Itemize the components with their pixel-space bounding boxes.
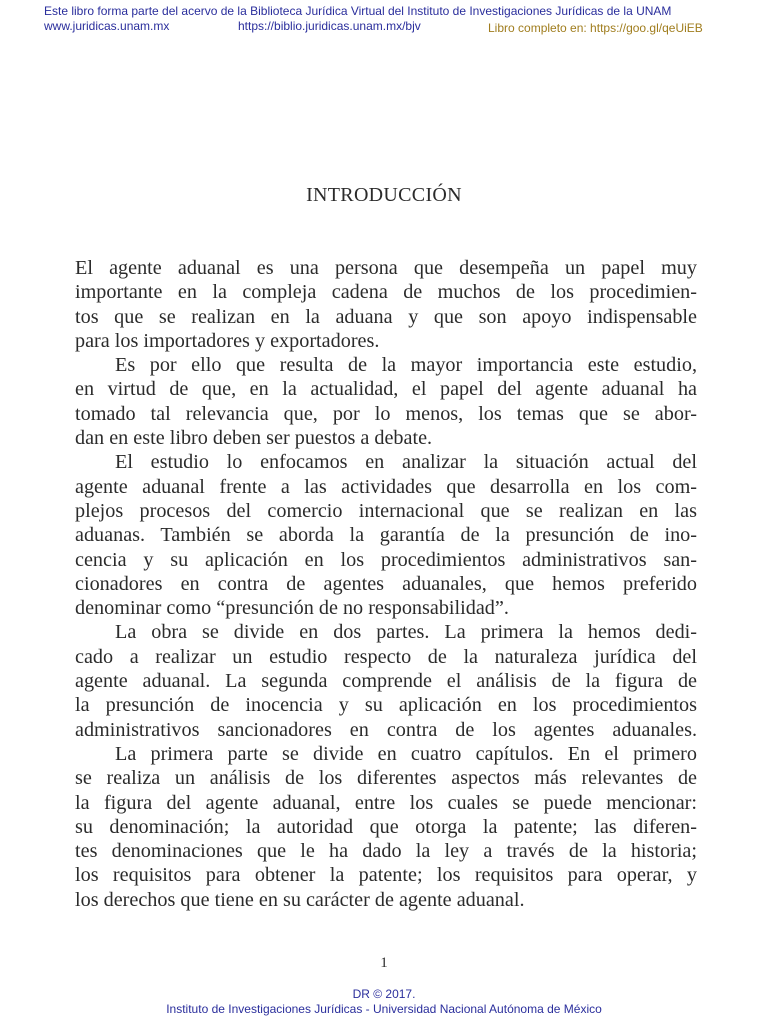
text-line: La primera parte se divide en cuatro capítulos. En el primero <box>115 742 697 765</box>
text-line: administrativos sancionadores en contra de los agentes aduanales. <box>75 718 697 741</box>
text-line: aduanas. También se aborda la garantía de la presunción de ino- <box>75 524 697 547</box>
text-line: importante en la compleja cadena de muchos de los procedimien- <box>75 281 697 304</box>
site-link[interactable]: www.juridicas.unam.mx <box>44 19 170 33</box>
text-line: la figura del agente aduanal, entre los cuales se puede mencionar: <box>75 791 697 814</box>
text-line: El agente aduanal es una persona que desempeña un papel muy <box>75 257 697 279</box>
paragraph-2 <box>75 353 697 450</box>
text-line: agente aduanal frente a las actividades que desarrolla en los com- <box>75 475 697 498</box>
text-line: El estudio lo enfocamos en analizar la situación actual del <box>115 451 697 474</box>
text-line: La obra se divide en dos partes. La primera la hemos dedi- <box>115 621 697 644</box>
text-line: la presunción de inocencia y su aplicación en los procedimientos <box>75 694 697 717</box>
text-line: cencia y su aplicación en los procedimientos administrativos san- <box>75 548 697 571</box>
copyright-notice: DR © 2017. <box>352 987 416 1001</box>
text-line: tes denominaciones que le ha dado la ley a través de la historia; <box>75 840 697 863</box>
text-line: los derechos que tiene en su carácter de agente aduanal. <box>75 888 525 911</box>
text-line: cionadores en contra de agentes aduanales, que hemos preferido <box>75 572 697 595</box>
text-line: los requisitos para obtener la patente; los requisitos para operar, y <box>75 864 697 887</box>
body-text <box>75 256 697 912</box>
text-line: tomado tal relevancia que, por lo menos, los temas que se abor- <box>75 402 697 425</box>
text-line: su denominación; la autoridad que otorga la patente; las diferen- <box>75 815 697 838</box>
text-line: en virtud de que, en la actualidad, el papel del agente aduanal ha <box>75 378 697 401</box>
paragraph-3 <box>75 450 697 620</box>
text-line: dan en este libro deben ser puestos a debate. <box>75 427 433 450</box>
repository-header <box>0 2 768 38</box>
text-line: cado a realizar un estudio respecto de la naturaleza jurídica del <box>75 645 697 668</box>
book-link[interactable]: Libro completo en: https://goo.gl/qeUiEB <box>488 21 703 35</box>
text-line: denominar como “presunción de no responsabilidad”. <box>75 597 509 620</box>
repository-notice: Este libro forma parte del acervo de la Biblioteca Jurídica Virtual del Instituto de Investigaciones Jurídicas de la UNAM <box>44 4 672 18</box>
paragraph-4 <box>75 620 697 741</box>
text-line: plejos procesos del comercio internacional que se realizan en las <box>75 499 697 522</box>
text-line: se realiza un análisis de los diferentes aspectos más relevantes de <box>75 767 697 790</box>
text-line: tos que se realizan en la aduana y que son apoyo indispensable <box>75 305 697 328</box>
paragraph-1 <box>75 256 697 353</box>
page-number: 1 <box>380 955 388 971</box>
page-title: INTRODUCCIÓN <box>306 184 462 206</box>
text-line: para los importadores y exportadores. <box>75 329 380 352</box>
text-line: Es por ello que resulta de la mayor importancia este estudio, <box>115 354 697 377</box>
institution-footer: Instituto de Investigaciones Jurídicas - Universidad Nacional Autónoma de México <box>166 1002 602 1016</box>
text-line: agente aduanal. La segunda comprende el análisis de la figura de <box>75 670 697 693</box>
paragraph-5 <box>75 742 697 912</box>
biblio-link[interactable]: https://biblio.juridicas.unam.mx/bjv <box>238 19 421 33</box>
